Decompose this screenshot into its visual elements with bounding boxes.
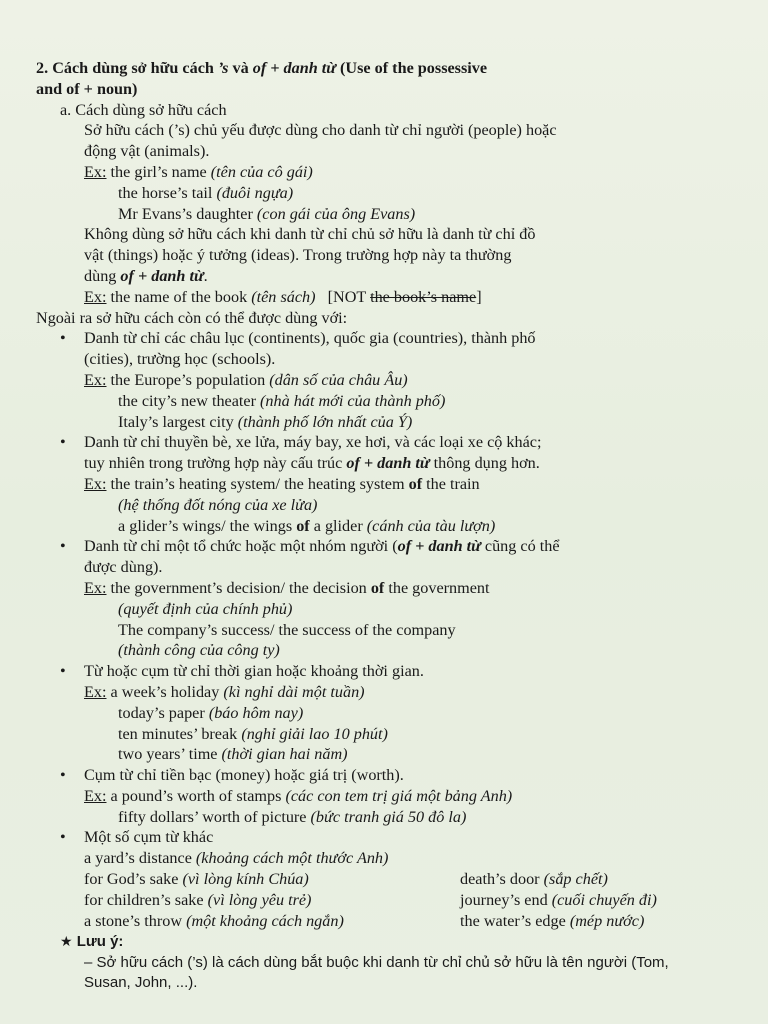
note-text: – Sở hữu cách (’s) là cách dùng bắt buộc khi danh từ chỉ chủ sở hữu là tên người (Tom, Susan, John, ...).: [84, 954, 669, 992]
bullet-item: • Danh từ chỉ các châu lục (continents), quốc gia (countries), thành phố: [60, 329, 536, 348]
example-row: for children’s sake (vì lòng yêu trẻ) journey’s end (cuối chuyến đi): [84, 890, 657, 909]
subheading-a: a. Cách dùng sở hữu cách: [60, 100, 227, 119]
bullet-item: • Một số cụm từ khác: [60, 828, 214, 847]
document-body: [36, 58, 751, 993]
paragraph: động vật (animals).: [84, 142, 210, 161]
note-heading: ★ Lưu ý:: [60, 933, 124, 951]
example: ten minutes’ break (nghỉ giải lao 10 phút): [118, 724, 388, 743]
example: Mr Evans’s daughter (con gái của ông Evans): [118, 204, 416, 223]
example: (quyết định của chính phủ): [118, 599, 293, 618]
bullet-item: • Từ hoặc cụm từ chỉ thời gian hoặc khoảng thời gian.: [60, 662, 424, 681]
paragraph: dùng of + danh từ.: [84, 266, 208, 285]
bullet-item: • Cụm từ chỉ tiền bạc (money) hoặc giá trị (worth).: [60, 766, 404, 785]
paragraph: Ngoài ra sở hữu cách còn có thể được dùng với:: [36, 308, 348, 327]
example: (hệ thống đốt nóng của xe lửa): [118, 495, 318, 514]
paragraph: vật (things) hoặc ý tưởng (ideas). Trong trường hợp này ta thường: [84, 246, 512, 265]
example: fifty dollars’ worth of picture (bức tranh giá 50 đô la): [118, 807, 467, 826]
example: today’s paper (báo hôm nay): [118, 703, 304, 722]
example: Ex: a week’s holiday (kì nghỉ dài một tuần): [84, 682, 365, 701]
example: a yard’s distance (khoảng cách một thước Anh): [84, 849, 389, 868]
bullet-item: • Danh từ chỉ thuyền bè, xe lửa, máy bay, xe hơi, và các loại xe cộ khác;: [60, 433, 542, 452]
example-row: for God’s sake (vì lòng kính Chúa) death’s door (sắp chết): [84, 870, 608, 889]
example: Ex: the train’s heating system/ the heating system of the train: [84, 474, 480, 493]
example: a glider’s wings/ the wings of a glider (cánh của tàu lượn): [118, 516, 496, 535]
example: Ex: the Europe’s population (dân số của châu Âu): [84, 370, 408, 389]
star-icon: ★: [60, 933, 73, 950]
example: two years’ time (thời gian hai năm): [118, 745, 348, 764]
section-heading-cont: and of + noun): [36, 79, 138, 98]
paragraph: được dùng).: [84, 558, 163, 577]
example: (thành công của công ty): [118, 641, 280, 660]
section-heading: 2. Cách dùng sở hữu cách ’s và of + danh từ (Use of the possessive: [36, 59, 488, 77]
example: Italy’s largest city (thành phố lớn nhất của Ý): [118, 412, 413, 431]
example: the city’s new theater (nhà hát mới của thành phố): [118, 391, 446, 410]
example: Ex: a pound’s worth of stamps (các con tem trị giá một bảng Anh): [84, 786, 513, 805]
example: the horse’s tail (đuôi ngựa): [118, 183, 294, 202]
paragraph: Sở hữu cách (’s) chủ yếu được dùng cho danh từ chỉ người (people) hoặc: [84, 121, 557, 140]
paragraph: (cities), trường học (schools).: [84, 350, 276, 369]
paragraph: tuy nhiên trong trường hợp này cấu trúc of + danh từ thông dụng hơn.: [84, 454, 540, 473]
example: Ex: the government’s decision/ the decision of the government: [84, 578, 490, 597]
paragraph: Không dùng sở hữu cách khi danh từ chỉ chủ sở hữu là danh từ chỉ đồ: [84, 225, 536, 244]
bullet-item: • Danh từ chỉ một tổ chức hoặc một nhóm người (of + danh từ cũng có thể: [60, 537, 560, 556]
example: Ex: the girl’s name (tên của cô gái): [84, 162, 313, 181]
example-row: a stone’s throw (một khoảng cách ngắn) the water’s edge (mép nước): [84, 911, 645, 930]
example: Ex: the name of the book (tên sách) [NOT the book’s name]: [84, 287, 482, 306]
example: The company’s success/ the success of the company: [118, 620, 456, 639]
